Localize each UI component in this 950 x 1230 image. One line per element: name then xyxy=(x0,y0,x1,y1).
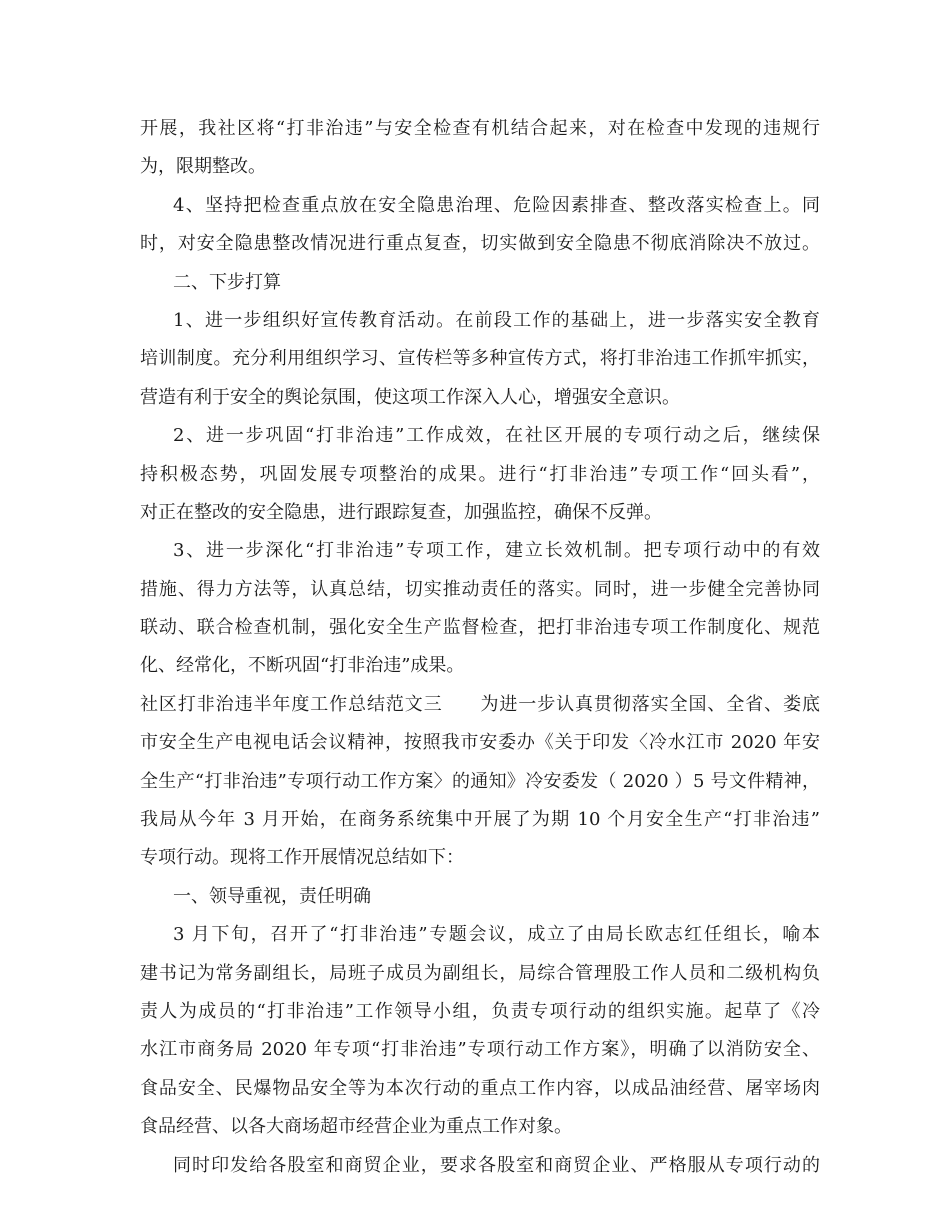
text-line: 同时印发给各股室和商贸企业，要求各股室和商贸企业、严格服从专项行动的 xyxy=(173,1154,820,1176)
text-line: 对正在整改的安全隐患，进行跟踪复查，加强监控，确保不反弹。 xyxy=(140,501,662,523)
text-line: 我局从今年 3 月开始，在商务系统集中开展了为期 10 个月安全生产“打非治违” xyxy=(140,809,820,831)
text-line: 建书记为常务副组长，局班子成员为副组长，局综合管理股工作人员和二级机构负 xyxy=(140,962,820,984)
text-line: 食品安全、民爆物品安全等为本次行动的重点工作内容，以成品油经营、屠宰场肉 xyxy=(140,1077,820,1099)
text-line: 联动、联合检查机制，强化安全生产监督检查，把打非治违专项工作制度化、规范 xyxy=(140,617,820,639)
text-line: 一、领导重视，责任明确 xyxy=(173,885,371,907)
text-line: 1、进一步组织好宣传教育活动。在前段工作的基础上，进一步落实安全教育 xyxy=(173,309,820,331)
text-line: 措施、得力方法等，认真总结，切实推动责任的落实。同时，进一步健全完善协同 xyxy=(140,578,820,600)
text-line: 3 月下旬，召开了“打非治违”专题会议，成立了由局长欧志红任组长，喻本 xyxy=(173,924,820,946)
text-line: 4、坚持把检查重点放在安全隐患治理、危险因素排查、整改落实检查上。同 xyxy=(173,194,820,216)
text-line: 3、进一步深化“打非治违”专项工作，建立长效机制。把专项行动中的有效 xyxy=(173,540,820,562)
text-line: 持积极态势，巩固发展专项整治的成果。进行“打非治违”专项工作“回头看”， xyxy=(140,463,820,485)
text-line: 二、下步打算 xyxy=(173,271,281,293)
text-line: 社区打非治违半年度工作总结范文三 为进一步认真贯彻落实全国、全省、娄底 xyxy=(140,693,820,715)
text-line: 市安全生产电视电话会议精神，按照我市安委办《关于印发〈冷水江市 2020 年安 xyxy=(140,732,820,754)
text-line: 食品经营、以各大商场超市经营企业为重点工作对象。 xyxy=(140,1116,572,1138)
text-line: 责人为成员的“打非治违”工作领导小组，负责专项行动的组织实施。起草了《冷 xyxy=(140,1000,820,1022)
document-page xyxy=(140,110,820,1185)
text-line: 专项行动。现将工作开展情况总结如下： xyxy=(140,847,464,869)
text-line: 全生产“打非治违”专项行动工作方案〉的通知》冷安委发（ 2020 ）5 号文件精神， xyxy=(140,770,820,792)
text-line: 营造有利于安全的舆论氛围，使这项工作深入人心，增强安全意识。 xyxy=(140,386,680,408)
text-line: 培训制度。充分利用组织学习、宣传栏等多种宣传方式，将打非治违工作抓牢抓实， xyxy=(140,348,820,370)
text-line: 水江市商务局 2020 年专项“打非治违”专项行动工作方案》，明确了以消防安全、 xyxy=(140,1039,820,1061)
text-line: 化、经常化，不断巩固“打非治违”成果。 xyxy=(140,655,465,677)
text-line: 时，对安全隐患整改情况进行重点复查，切实做到安全隐患不彻底消除决不放过。 xyxy=(140,233,820,255)
text-line: 开展，我社区将“打非治违”与安全检查有机结合起来，对在检查中发现的违规行 xyxy=(140,118,820,139)
text-line: 为，限期整改。 xyxy=(140,156,266,178)
text-line: 2、进一步巩固“打非治违”工作成效，在社区开展的专项行动之后，继续保 xyxy=(173,425,820,447)
